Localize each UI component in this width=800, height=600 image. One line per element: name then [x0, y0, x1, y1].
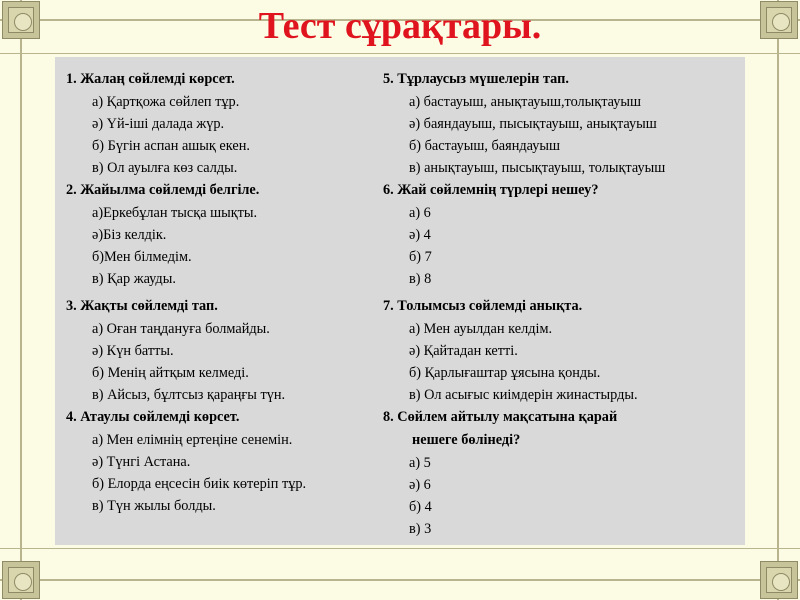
answer-option: ә) баяндауыш, пысықтауыш, анықтауыш	[409, 116, 657, 132]
answer-option: б) Қарлығаштар ұясына қонды.	[409, 365, 601, 381]
answer-option: ә) 4	[409, 227, 431, 243]
answer-option: ә) Күн батты.	[92, 343, 174, 359]
answer-option: а) Қартқожа сөйлеп тұр.	[92, 94, 240, 110]
question-title: 6. Жай сөйлемнің түрлері нешеу?	[383, 182, 599, 198]
answer-option: б) Менің айтқым келмеді.	[92, 365, 249, 381]
answer-option: б) 7	[409, 249, 432, 265]
frame-inner-bottom-line	[0, 548, 800, 549]
corner-ornament-bottom-right	[760, 561, 798, 599]
answer-option: а) бастауыш, анықтауыш,толықтауыш	[409, 94, 642, 110]
frame-inner-top-line	[0, 53, 800, 54]
answer-option: ә) 6	[409, 477, 431, 493]
answer-option: а) Мен ауылдан келдім.	[409, 321, 553, 337]
corner-ornament-bottom-left	[2, 561, 40, 599]
answer-option: в) Түн жылы болды.	[92, 498, 216, 514]
question-title: 1. Жалаң сөйлемді көрсет.	[66, 71, 235, 87]
question-title: 5. Тұрлаусыз мүшелерін тап.	[383, 71, 569, 87]
question-3	[66, 295, 376, 406]
question-1	[66, 68, 376, 179]
frame-right-line	[777, 0, 779, 600]
answer-option: а) Мен елімнің ертеңіне сенемін.	[92, 432, 293, 448]
question-title: 3. Жақты сөйлемді тап.	[66, 298, 218, 314]
answer-option: а)Еркебұлан тысқа шықты.	[92, 205, 258, 221]
answer-option: б)Мен білмедім.	[92, 249, 192, 265]
question-title: 7. Толымсыз сөйлемді анықта.	[383, 298, 583, 314]
question-title: 2. Жайылма сөйлемді белгіле.	[66, 182, 260, 198]
question-title-continued: нешеге бөлінеді?	[412, 432, 521, 448]
answer-option: в) 3	[409, 521, 432, 537]
answer-option: а) Оған таңдануға болмайды.	[92, 321, 270, 337]
answer-option: б) Бүгін аспан ашық екен.	[92, 138, 250, 154]
left-column	[66, 68, 376, 517]
answer-option: б) бастауыш, баяндауыш	[409, 138, 561, 154]
answer-option: ә) Үй-іші далада жүр.	[92, 116, 225, 132]
frame-bottom-line	[0, 579, 800, 581]
right-column	[383, 68, 743, 540]
question-4	[66, 406, 376, 517]
question-6	[383, 179, 743, 290]
question-8	[383, 406, 743, 540]
answer-option: б) 4	[409, 499, 432, 515]
answer-option: а) 5	[409, 455, 431, 471]
answer-option: в) Ол ауылға көз салды.	[92, 160, 238, 176]
answer-option: в) анықтауыш, пысықтауыш, толықтауыш	[409, 160, 666, 176]
question-7	[383, 295, 743, 406]
answer-option: в) 8	[409, 271, 432, 287]
frame-left-line	[20, 0, 22, 600]
answer-option: ә)Біз келдік.	[92, 227, 167, 243]
answer-option: б) Елорда еңсесін биік көтеріп тұр.	[92, 476, 307, 492]
answer-option: в) Ол асығыс киімдерін жинастырды.	[409, 387, 638, 403]
answer-option: в) Қар жауды.	[92, 271, 176, 287]
answer-option: ә) Түнгі Астана.	[92, 454, 191, 470]
answer-option: в) Айсыз, бұлтсыз қараңғы түн.	[92, 387, 286, 403]
question-5	[383, 68, 743, 179]
question-title: 4. Атаулы сөйлемді көрсет.	[66, 409, 240, 425]
page-title: Тест сұрақтары.	[258, 5, 542, 47]
question-title: 8. Сөйлем айтылу мақсатына қарай	[383, 409, 618, 425]
answer-option: а) 6	[409, 205, 431, 221]
question-2	[66, 179, 376, 290]
answer-option: ә) Қайтадан кетті.	[409, 343, 518, 359]
